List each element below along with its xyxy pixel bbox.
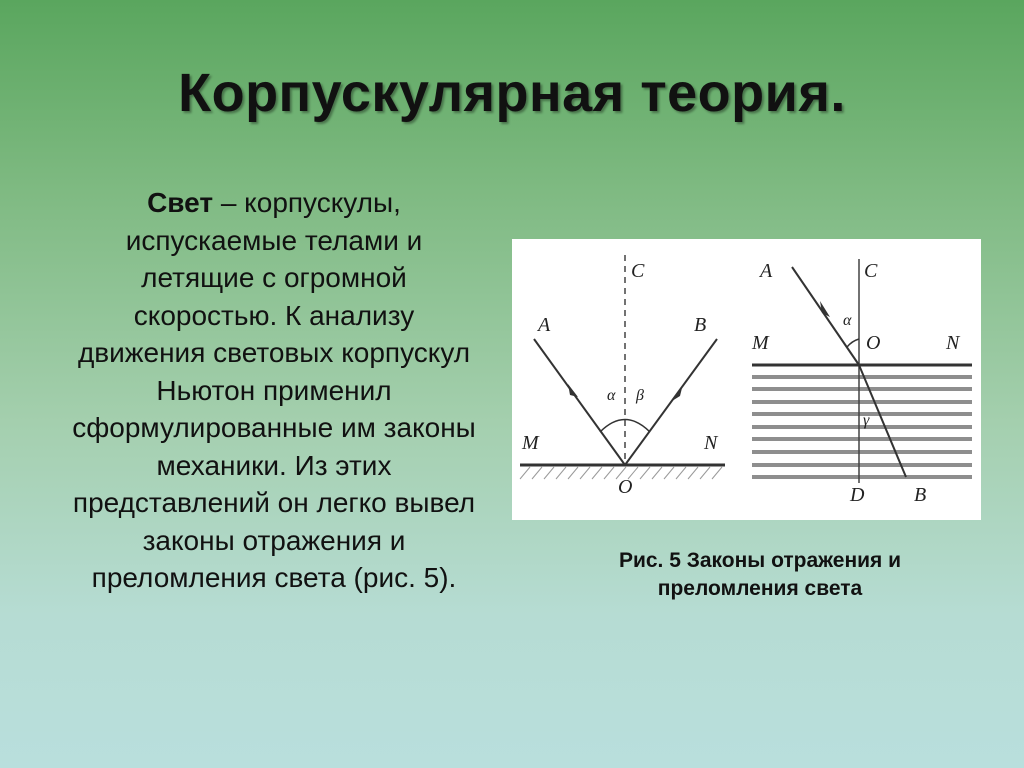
body-paragraph — [72, 184, 476, 597]
reflection-label-n: N — [704, 432, 718, 454]
reflection-label-beta: β — [636, 387, 644, 404]
refraction-label-gamma: γ — [863, 412, 870, 429]
reflection-label-alpha: α — [607, 387, 616, 404]
reflection-label-b: B — [694, 314, 707, 336]
reflection-label-c: C — [631, 260, 645, 282]
reflection-label-o: O — [618, 476, 633, 498]
slide-title: Корпускулярная теория. — [178, 63, 846, 123]
refraction-label-n: N — [946, 332, 960, 354]
refraction-label-m: M — [752, 332, 769, 354]
refraction-label-a: A — [760, 260, 773, 282]
reflection-label-m: M — [522, 432, 539, 454]
figure-caption: Рис. 5 Законы отражения и преломления света — [618, 549, 902, 600]
incident-arrow — [568, 384, 578, 397]
optics-figure — [512, 239, 981, 520]
refraction-label-c: C — [864, 260, 878, 282]
body-lead-word: Свет — [147, 187, 214, 218]
refraction-label-d: D — [850, 484, 865, 506]
body-text-rest: – корпускулы, испускаемые телами и летящие с огромной скоростью. К анализу движения световых корпускул Ньютон применил сформулированные им законы механики. Из этих представлений он легко вывел законы отражения и преломления света (рис. 5). — [72, 187, 476, 593]
refraction-medium-stripes — [752, 377, 972, 477]
optics-diagram — [512, 239, 981, 520]
refraction-label-b: B — [914, 484, 927, 506]
refraction-label-o: O — [866, 332, 881, 354]
refraction-alpha-arc — [847, 339, 859, 347]
reflection-diagram — [520, 255, 725, 498]
refraction-diagram — [751, 259, 972, 506]
refraction-label-alpha: α — [843, 312, 852, 329]
reflection-label-a: A — [538, 314, 551, 336]
